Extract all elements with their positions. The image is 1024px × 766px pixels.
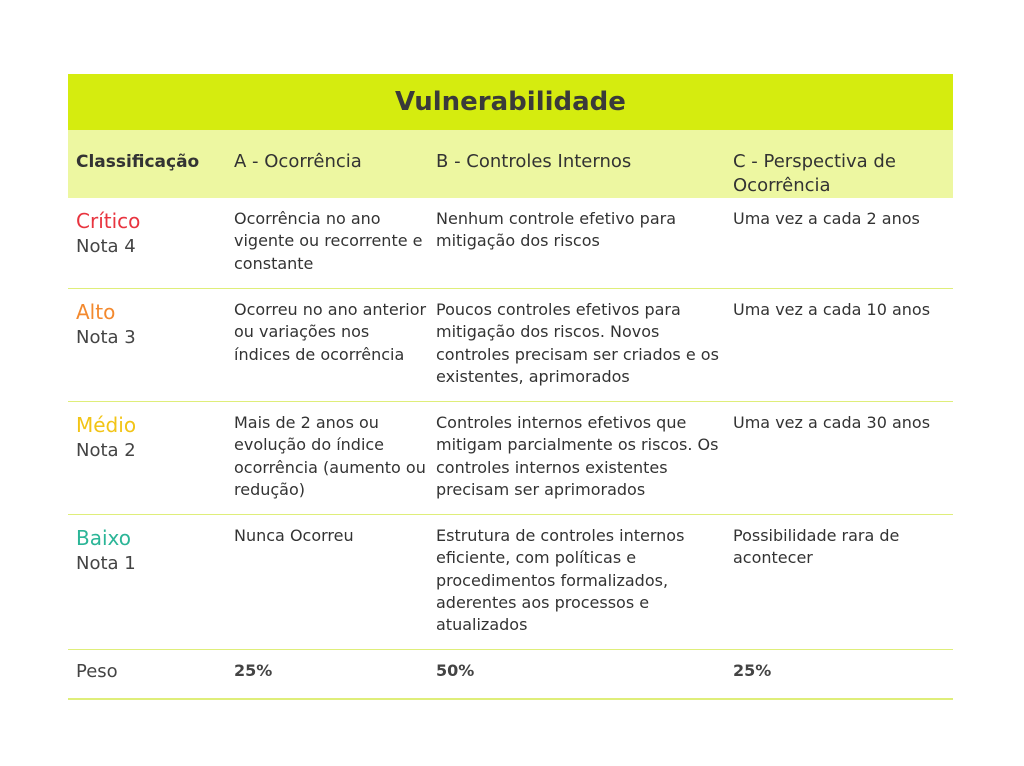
peso-label: Peso [76, 661, 118, 682]
level-label: Baixo [76, 526, 131, 550]
classification-cell [68, 289, 226, 351]
header-ocorrencia: A - Ocorrência [234, 151, 362, 172]
classification-cell [68, 198, 226, 260]
perspectiva-cell: Uma vez a cada 30 anos [733, 413, 931, 432]
controles-cell: Nenhum controle efetivo para mitigação dos riscos [436, 209, 677, 251]
peso-ocorrencia: 25% [234, 661, 273, 680]
level-label: Médio [76, 413, 137, 437]
table-header-row [68, 130, 953, 198]
controles-cell: Poucos controles efetivos para mitigação dos riscos. Novos controles precisam ser criados e os existentes, aprimorados [436, 300, 719, 386]
header-perspectiva: C - Perspectiva de Ocorrência [733, 151, 896, 196]
table-row-alto [68, 289, 953, 402]
peso-controles: 50% [436, 661, 475, 680]
controles-cell: Estrutura de controles internos eficiente, com políticas e procedimentos formalizados, aderentes aos processos e atualizados [436, 526, 685, 635]
nota-label: Nota 4 [76, 236, 136, 257]
classification-cell [68, 515, 226, 577]
nota-label: Nota 1 [76, 553, 136, 574]
perspectiva-cell: Uma vez a cada 2 anos [733, 209, 920, 228]
table-row-baixo [68, 515, 953, 650]
header-classificacao: Classificação [76, 152, 200, 172]
nota-label: Nota 2 [76, 440, 136, 461]
ocorrencia-cell: Mais de 2 anos ou evolução do índice ocorrência (aumento ou redução) [234, 413, 426, 499]
header-controles-internos: B - Controles Internos [436, 151, 632, 172]
level-label: Crítico [76, 209, 141, 233]
nota-label: Nota 3 [76, 327, 136, 348]
ocorrencia-cell: Nunca Ocorreu [234, 526, 354, 545]
peso-perspectiva: 25% [733, 661, 772, 680]
table-row-critico [68, 198, 953, 289]
level-label: Alto [76, 300, 116, 324]
table-row-medio [68, 402, 953, 515]
perspectiva-cell: Possibilidade rara de acontecer [733, 526, 900, 568]
table-row-peso [68, 650, 953, 700]
controles-cell: Controles internos efetivos que mitigam parcialmente os riscos. Os controles internos existentes precisam ser aprimorados [436, 413, 719, 499]
classification-cell [68, 402, 226, 464]
ocorrencia-cell: Ocorreu no ano anterior ou variações nos índices de ocorrência [234, 300, 427, 364]
perspectiva-cell: Uma vez a cada 10 anos [733, 300, 931, 319]
table-title: Vulnerabilidade [68, 74, 953, 130]
vulnerability-table [68, 74, 953, 700]
ocorrencia-cell: Ocorrência no ano vigente ou recorrente e constante [234, 209, 423, 273]
